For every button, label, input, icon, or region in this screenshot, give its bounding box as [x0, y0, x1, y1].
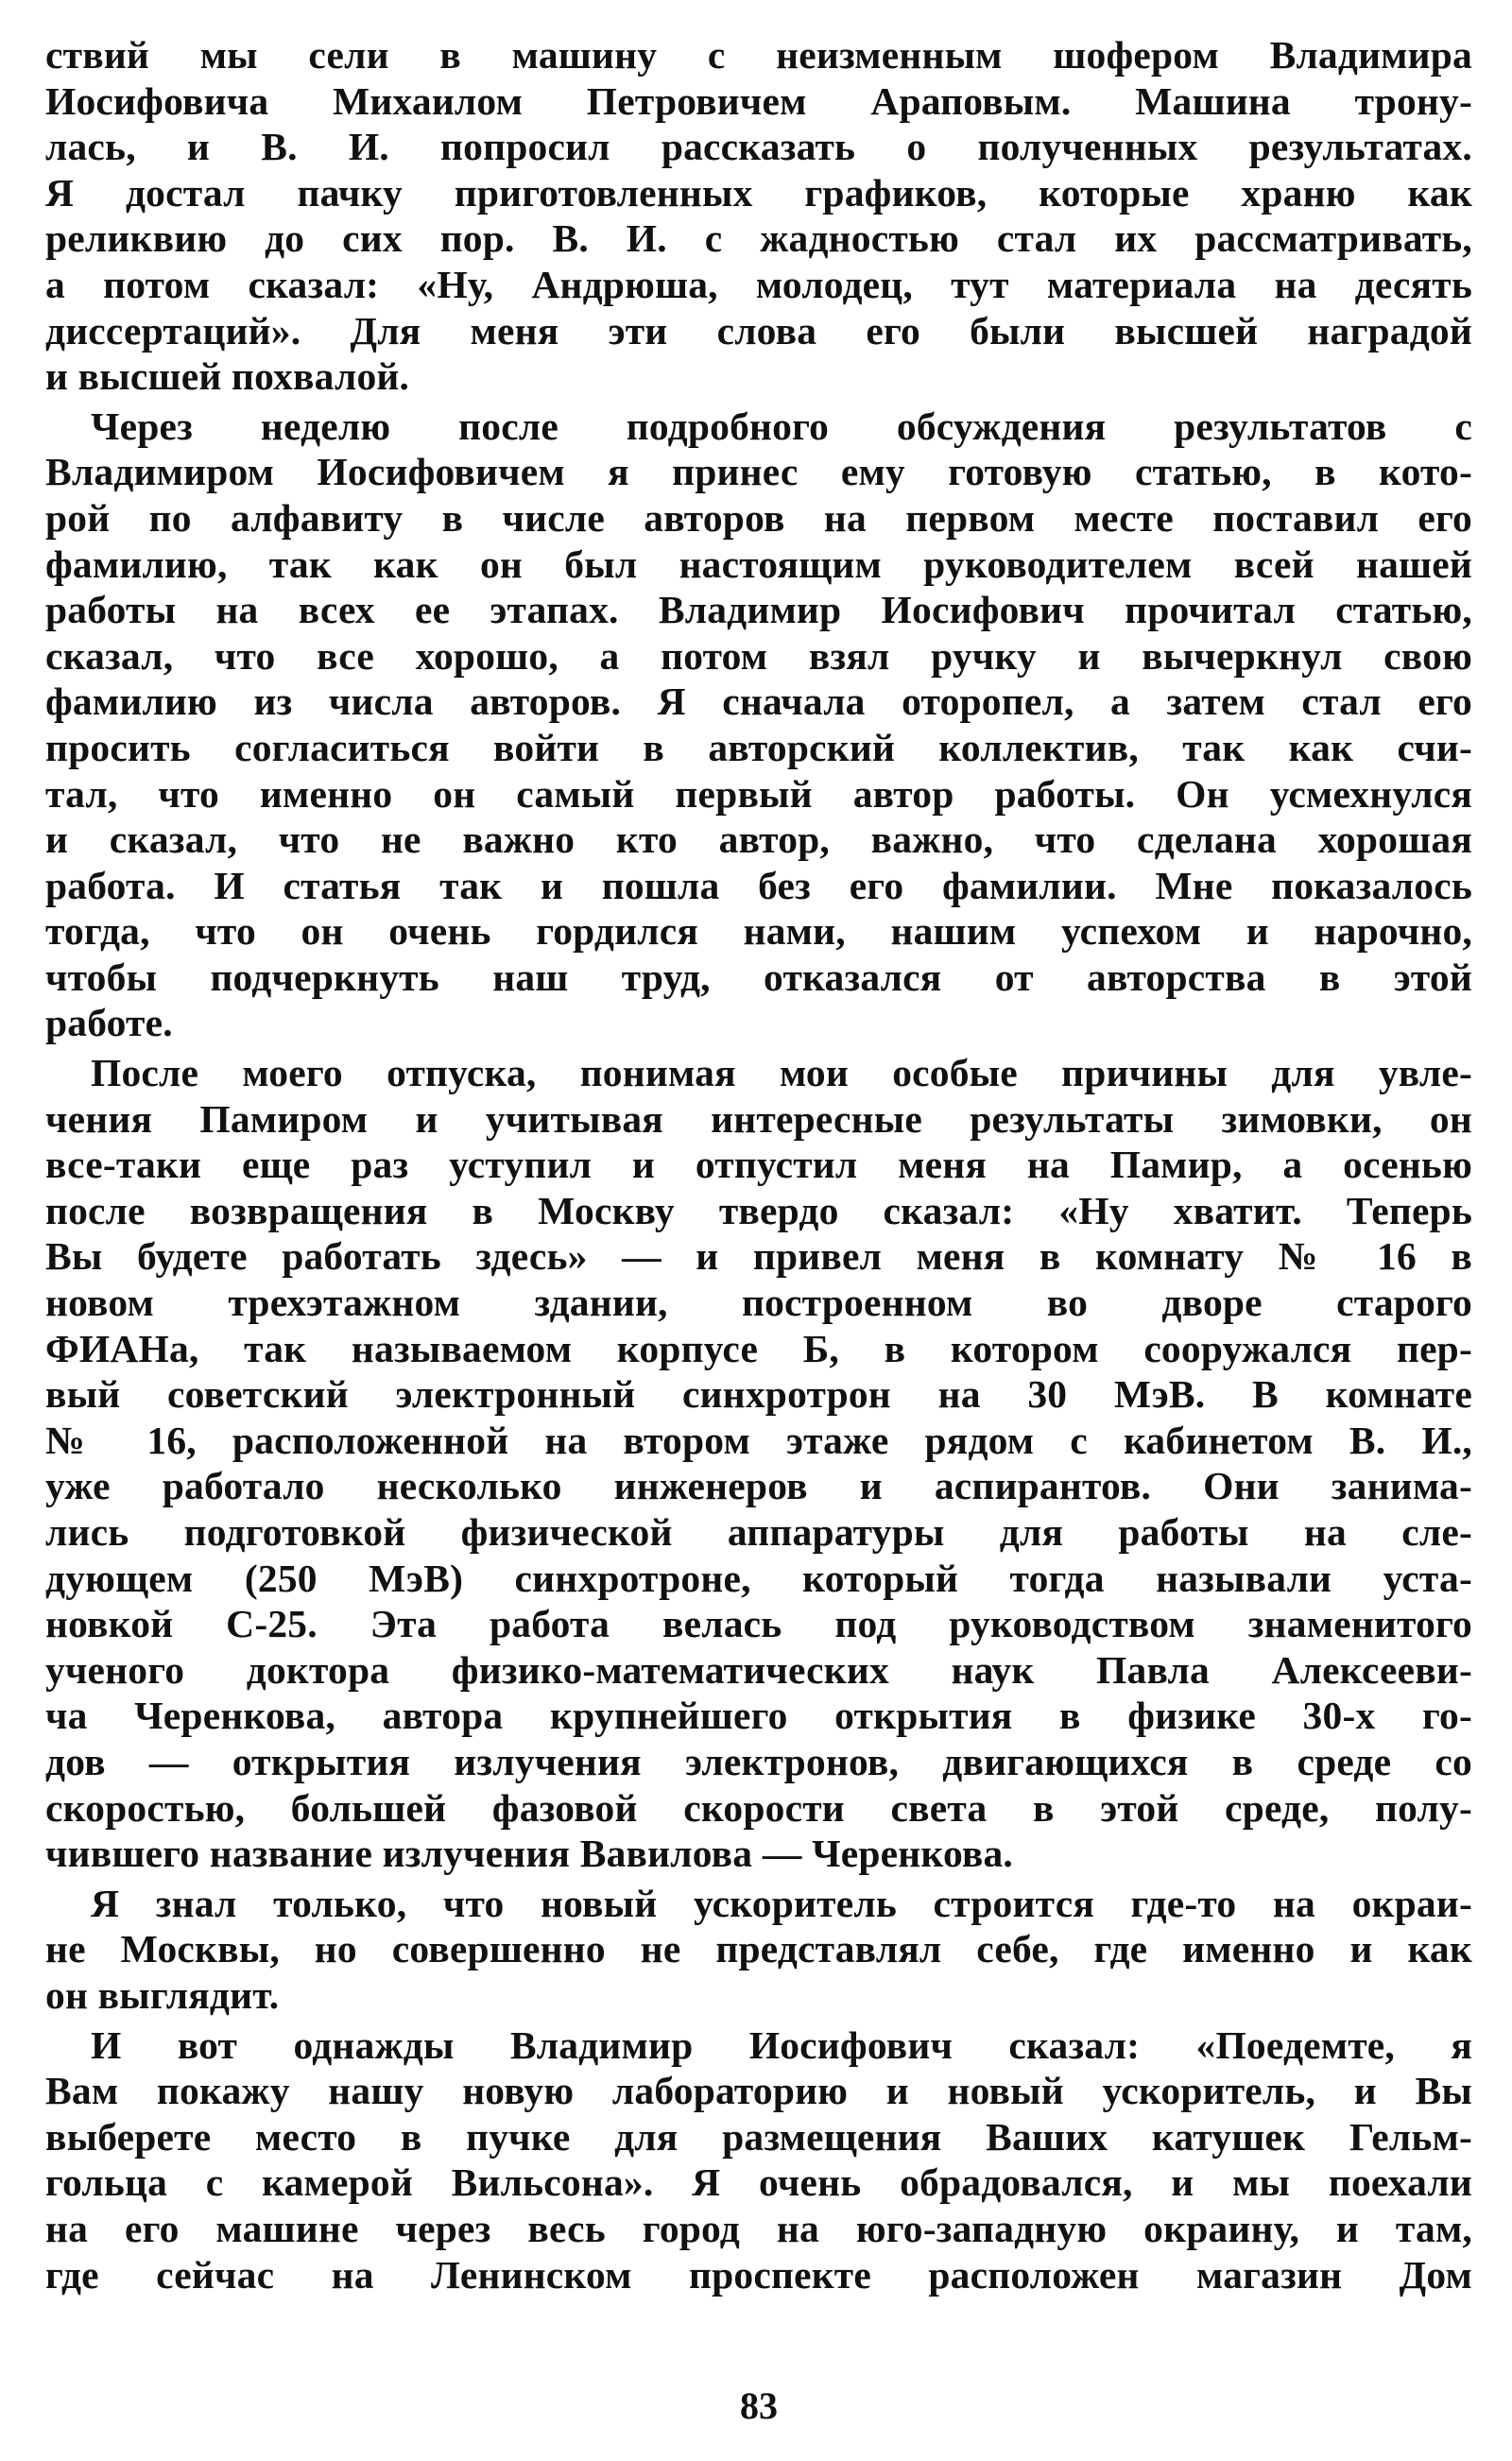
- text-line: уже работало несколько инженеров и аспирантов. Они занима-: [45, 1464, 1472, 1508]
- text-line: где сейчас на Ленинском проспекте расположен магазин Дом: [45, 2252, 1472, 2297]
- text-line: лась, и В. И. попросил рассказать о полученных результатах.: [45, 125, 1472, 169]
- text-line: чившего название излучения Вавилова — Черенкова.: [45, 1832, 1013, 1876]
- book-page: [45, 32, 1472, 2433]
- text-line: скоростью, большей фазовой скорости света в этой среде, полу-: [45, 1785, 1472, 1830]
- text-line: рой по алфавиту в числе авторов на первом месте поставил его: [45, 495, 1472, 540]
- text-line: Вы будете работать здесь» — и привел меня в комнату № 16 в: [45, 1234, 1472, 1279]
- text-line: новкой С-25. Эта работа велась под руководством знаменитого: [45, 1602, 1472, 1646]
- text-line: лись подготовкой физической аппаратуры для работы на сле-: [45, 1510, 1472, 1554]
- text-line: работа. И статья так и пошла без его фамилии. Мне показалось: [45, 863, 1472, 907]
- text-line: все-таки еще раз уступил и отпустил меня на Памир, а осенью: [45, 1143, 1472, 1187]
- text-line: фамилию из числа авторов. Я сначала оторопел, а затем стал его: [45, 680, 1472, 724]
- text-line: дов — открытия излучения электронов, двигающихся в среде со: [45, 1739, 1472, 1783]
- text-line: и высшей похвалой.: [45, 354, 410, 399]
- text-line: Я знал только, что новый ускоритель строится где-то на окраи-: [91, 1881, 1472, 1925]
- text-line: И вот однажды Владимир Иосифович сказал: «Поедемте, я: [91, 2022, 1472, 2067]
- paragraph-3: [45, 1050, 1472, 1877]
- text-line: Я достал пачку приготовленных графиков, которые храню как: [45, 170, 1472, 215]
- text-line: дующем (250 МэВ) синхротроне, который тогда называли уста-: [45, 1556, 1472, 1600]
- text-line: Иосифовича Михаилом Петровичем Араповым. Машина трону-: [45, 78, 1472, 123]
- text-line: Через неделю после подробного обсуждения результатов с: [91, 404, 1472, 448]
- text-line: ФИАНа, так называемом корпусе Б, в котором сооружался пер-: [45, 1326, 1472, 1370]
- text-line: он выглядит.: [45, 1972, 280, 2017]
- page-number: 83: [740, 2384, 778, 2427]
- text-line: после возвращения в Москву твердо сказал: «Ну хватит. Теперь: [45, 1188, 1472, 1232]
- text-line: чтобы подчеркнуть наш труд, отказался от авторства в этой: [45, 955, 1472, 999]
- text-line: тогда, что он очень гордился нами, нашим успехом и нарочно,: [45, 909, 1472, 954]
- text-line: ствий мы сели в машину с неизменным шофером Владимира: [45, 33, 1472, 77]
- text-line: № 16, расположенной на втором этаже рядом с кабинетом В. И.,: [45, 1418, 1472, 1462]
- text-line: ученого доктора физико-математических наук Павла Алексееви-: [45, 1647, 1472, 1692]
- text-line: сказал, что все хорошо, а потом взял ручку и вычеркнул свою: [45, 633, 1472, 678]
- text-line: на его машине через весь город на юго-западную окраину, и там,: [45, 2206, 1472, 2250]
- text-line: не Москвы, но совершенно не представлял себе, где именно и как: [45, 1927, 1472, 1971]
- text-line: выберете место в пучке для размещения Ваших катушек Гельм-: [45, 2114, 1472, 2159]
- text-line: ча Черенкова, автора крупнейшего открытия в физике 30-х го-: [45, 1694, 1472, 1738]
- text-line: фамилию, так как он был настоящим руководителем всей нашей: [45, 542, 1472, 586]
- text-line: чения Памиром и учитывая интересные результаты зимовки, он: [45, 1096, 1472, 1141]
- text-line: После моего отпуска, понимая мои особые причины для увле-: [91, 1051, 1472, 1095]
- paragraph-5: [45, 2022, 1472, 2298]
- text-line: просить согласиться войти в авторский коллектив, так как счи-: [45, 725, 1472, 769]
- text-line: работе.: [45, 1001, 173, 1045]
- text-line: реликвию до сих пор. В. И. с жадностью стал их рассматривать,: [45, 216, 1472, 261]
- body-text: [45, 32, 1472, 2298]
- paragraph-4: [45, 1881, 1472, 2019]
- text-line: Вам покажу нашу новую лабораторию и новый ускоритель, и Вы: [45, 2069, 1472, 2113]
- text-line: новом трехэтажном здании, построенном во дворе старого: [45, 1281, 1472, 1325]
- text-line: а потом сказал: «Ну, Андрюша, молодец, тут материала на десять: [45, 262, 1472, 306]
- text-line: и сказал, что не важно кто автор, важно, что сделана хорошая: [45, 817, 1472, 862]
- text-line: работы на всех ее этапах. Владимир Иосифович прочитал статью,: [45, 588, 1472, 632]
- text-line: тал, что именно он самый первый автор работы. Он усмехнулся: [45, 771, 1472, 816]
- text-line: диссертаций». Для меня эти слова его были высшей наградой: [45, 308, 1472, 353]
- text-line: Владимиром Иосифовичем я принес ему готовую статью, в кото-: [45, 450, 1472, 494]
- paragraph-1: [45, 32, 1472, 400]
- text-line: гольца с камерой Вильсона». Я очень обрадовался, и мы поехали: [45, 2160, 1472, 2205]
- paragraph-2: [45, 404, 1472, 1046]
- text-line: вый советский электронный синхротрон на 30 МэВ. В комнате: [45, 1372, 1472, 1417]
